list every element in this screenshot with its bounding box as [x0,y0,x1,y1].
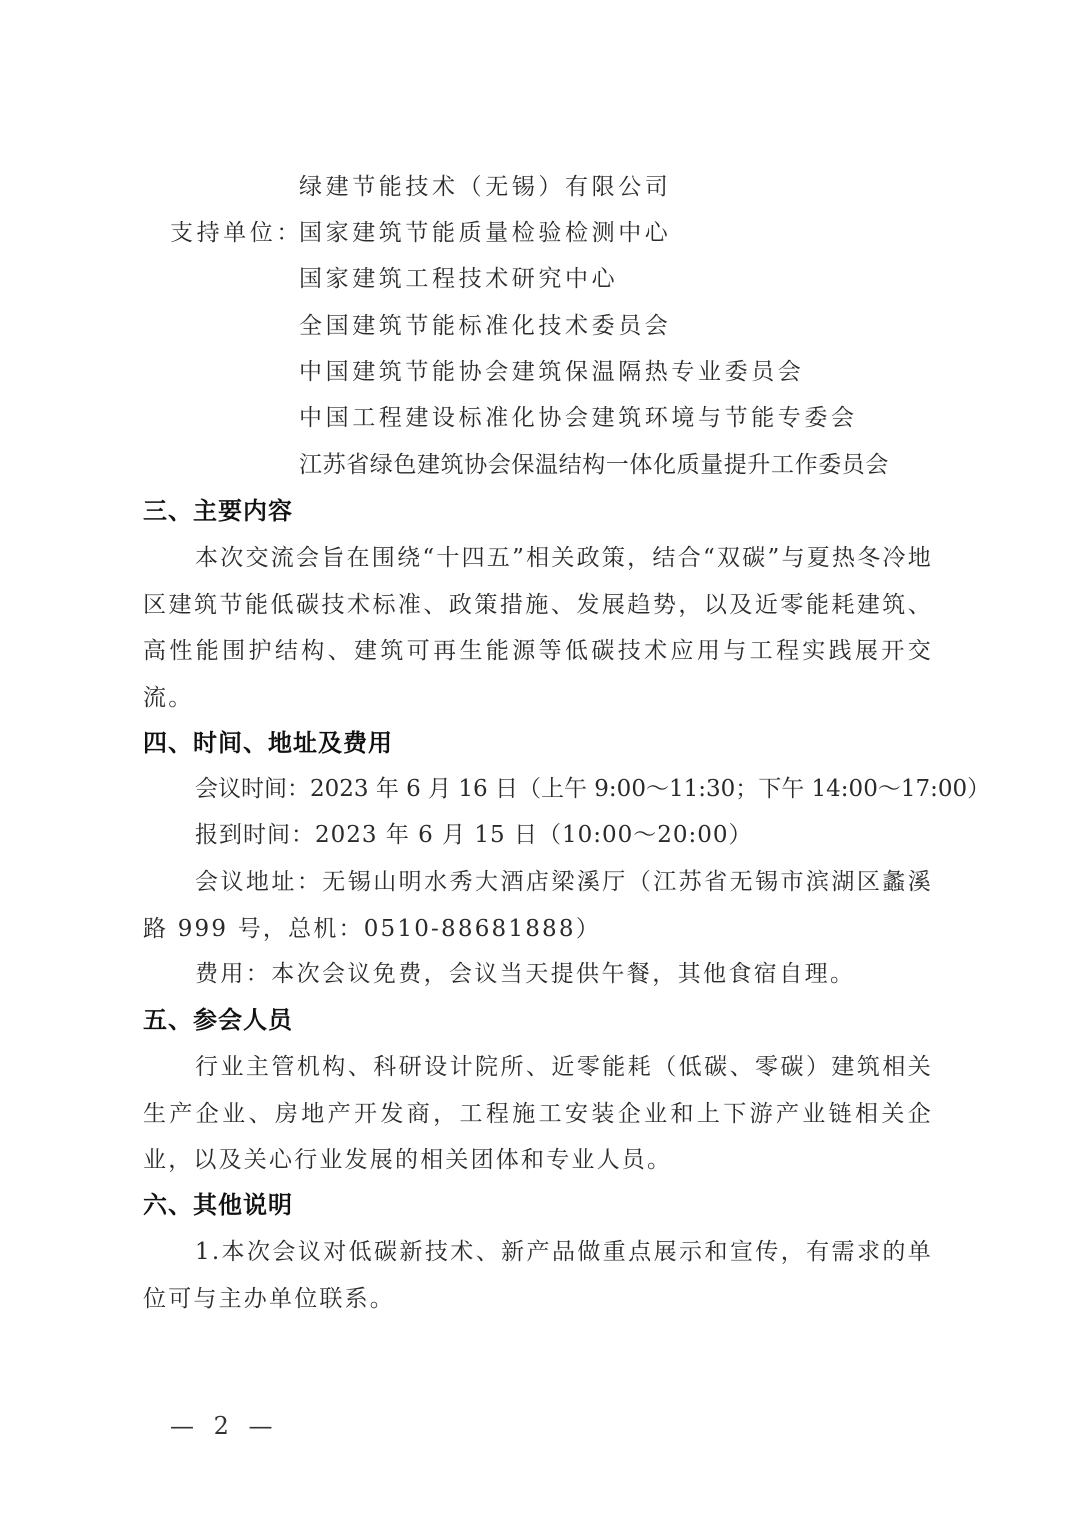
section-heading-main-content: 三、主要内容 [143,497,293,525]
main-content-paragraph: 本次交流会旨在围绕“十四五”相关政策，结合“双碳”与夏热冬冷地区建筑节能低碳技术标准、政策措施、发展趋势，以及近零能耗建筑、高性能围护结构、建筑可再生能源等低碳技术应用与工程实践展开交流。 [143,545,933,711]
supporter-item: 中国工程建设标准化协会建筑环境与节能专委会 [299,405,858,431]
supporter-item: 江苏省绿色建筑协会保温结构一体化质量提升工作委员会 [299,452,889,478]
supporter-item: 全国建筑节能标准化技术委员会 [299,313,672,339]
supporter-item: 国家建筑节能质量检验检测中心 [299,220,672,246]
supporter-item: 中国建筑节能协会建筑保温隔热专业委员会 [299,359,805,385]
meeting-fee: 费用：本次会议免费，会议当天提供午餐，其他食宿自理。 [195,961,856,987]
section-heading-other-notes: 六、其他说明 [143,1191,293,1219]
meeting-time: 会议时间：2023 年 6 月 16 日（上午 9:00～11:30；下午 14:00～17:00） [195,776,991,802]
supporter-item: 国家建筑工程技术研究中心 [299,266,619,292]
attendees-paragraph: 行业主管机构、科研设计院所、近零能耗（低碳、零碳）建筑相关生产企业、房地产开发商，工程施工安装企业和上下游产业链相关企业，以及关心行业发展的相关团体和专业人员。 [143,1054,933,1173]
meeting-address: 会议地址：无锡山明水秀大酒店梁溪厅（江苏省无锡市滨湖区蠡溪路 999 号，总机：0510-88681888） [143,869,933,942]
support-units-label: 支持单位： [170,220,303,246]
other-notes-item: 1.本次会议对低碳新技术、新产品做重点展示和宣传，有需求的单位可与主办单位联系。 [143,1239,933,1312]
checkin-time: 报到时间：2023 年 6 月 15 日（10:00～20:00） [195,822,753,848]
section-heading-attendees: 五、参会人员 [143,1006,293,1034]
organizer-line: 绿建节能技术（无锡）有限公司 [299,174,672,200]
section-heading-time-place-fee: 四、时间、地址及费用 [143,729,393,757]
page-number: — 2 — [170,1412,279,1440]
